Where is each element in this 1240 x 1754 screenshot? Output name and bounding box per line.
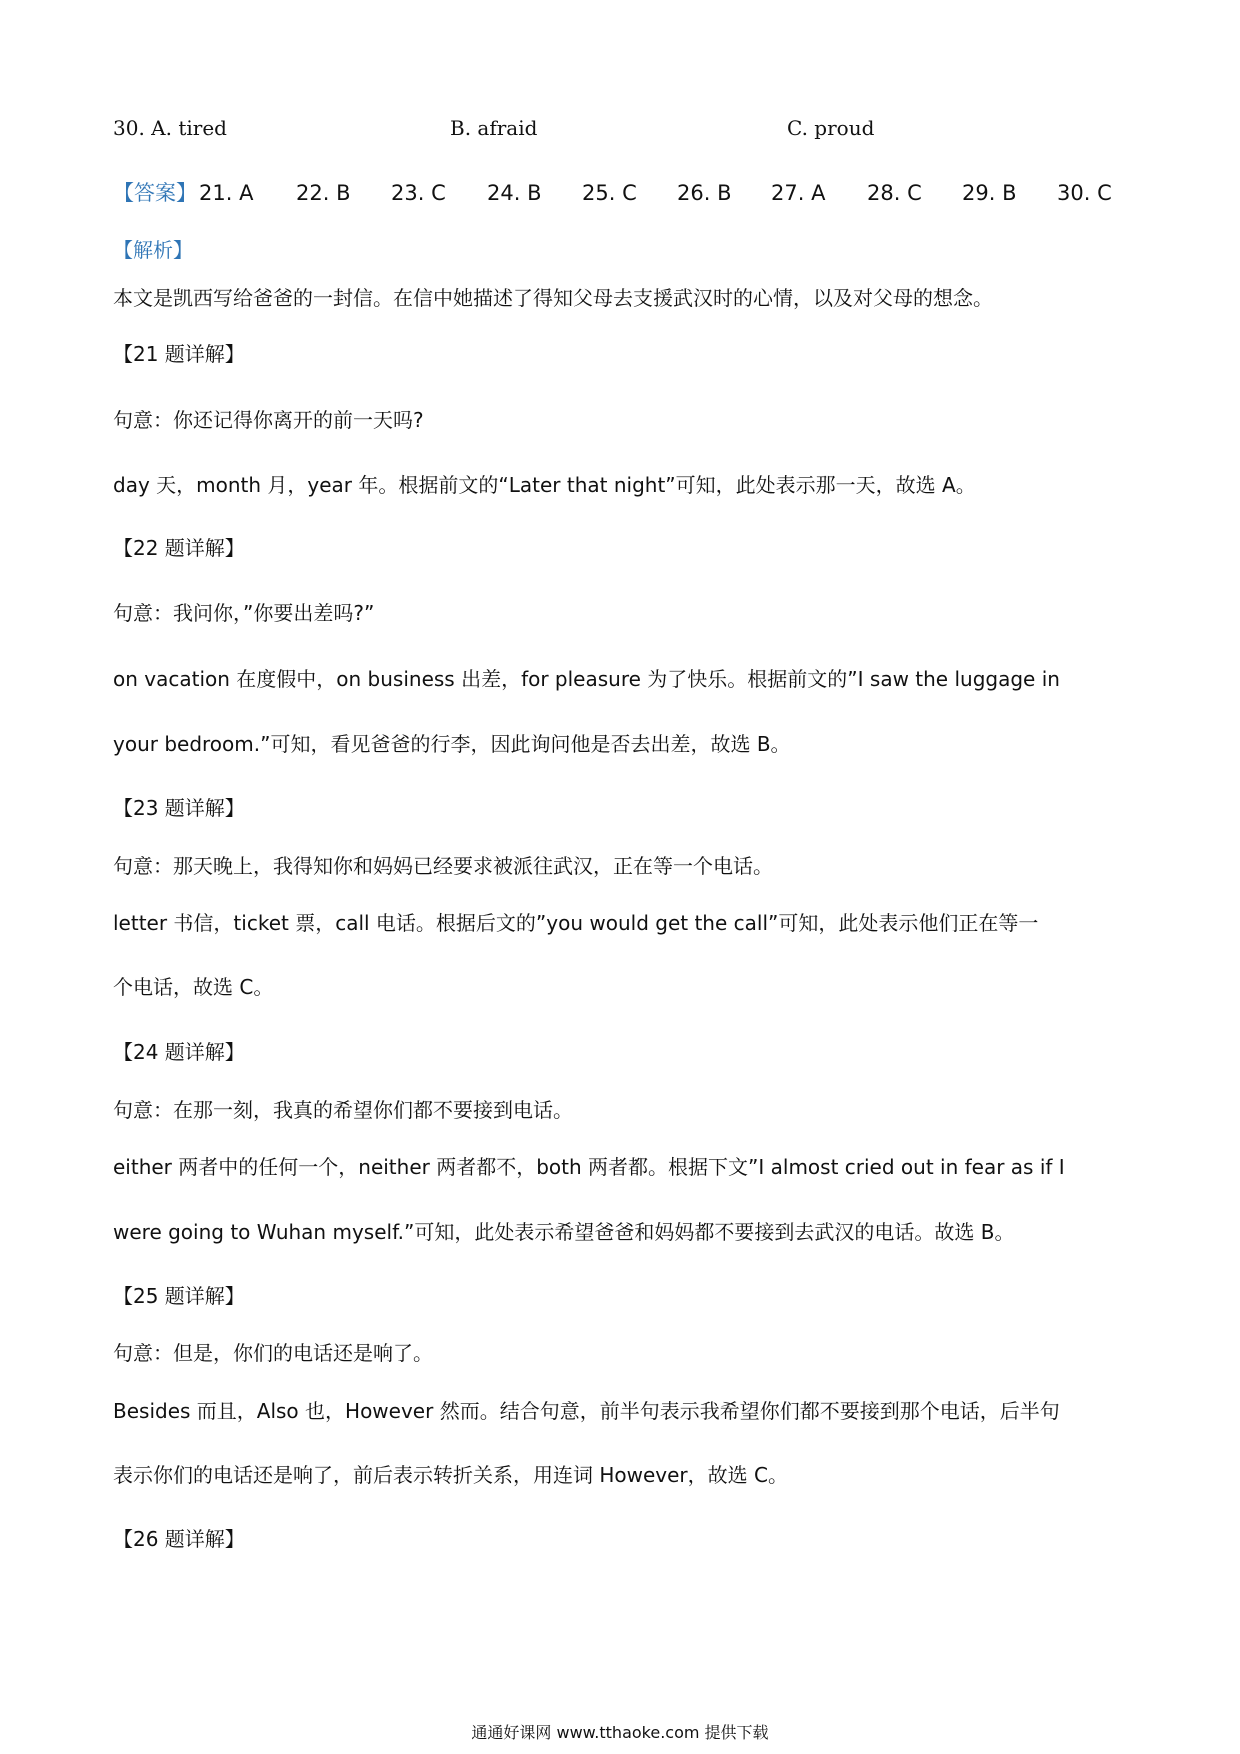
q24-sentence: 句意：在那一刻，我真的希望你们都不要接到电话。: [113, 1098, 573, 1122]
answer-item: 24. B: [487, 181, 542, 205]
q22-heading: 【22 题详解】: [113, 536, 245, 560]
q21-heading: 【21 题详解】: [113, 342, 245, 366]
q30-option-a: 30. A. tired: [113, 116, 227, 140]
q25-explanation-line-2: 表示你们的电话还是响了，前后表示转折关系，用连词 However，故选 C。: [113, 1463, 788, 1487]
q23-heading: 【23 题详解】: [113, 796, 245, 820]
q25-heading: 【25 题详解】: [113, 1284, 245, 1308]
q30-option-c: C. proud: [787, 116, 875, 140]
q23-explanation-line-1: letter 书信，ticket 票，call 电话。根据后文的”you would get the call”可知，此处表示他们正在等一: [113, 911, 1039, 935]
answer-item: 29. B: [962, 181, 1017, 205]
answer-item: 21. A: [199, 181, 254, 205]
answer-item: 30. C: [1057, 181, 1112, 205]
answer-item: 25. C: [582, 181, 637, 205]
answer-tag: 【答案】: [113, 181, 197, 205]
page-footer: 通通好课网 www.tthaoke.com 提供下载: [471, 1723, 769, 1742]
answer-item: 23. C: [391, 181, 446, 205]
q22-explanation-line-2: your bedroom.”可知，看见爸爸的行李，因此询问他是否去出差，故选 B。: [113, 732, 791, 756]
answer-item: 26. B: [677, 181, 732, 205]
q24-explanation-line-2: were going to Wuhan myself.”可知，此处表示希望爸爸和妈妈都不要接到去武汉的电话。故选 B。: [113, 1220, 1015, 1244]
answer-item: 28. C: [867, 181, 922, 205]
q25-explanation-line-1: Besides 而且，Also 也，However 然而。结合句意，前半句表示我希望你们都不要接到那个电话，后半句: [113, 1399, 1060, 1423]
q23-explanation-line-2: 个电话，故选 C。: [113, 975, 274, 999]
q23-sentence: 句意：那天晚上，我得知你和妈妈已经要求被派往武汉，正在等一个电话。: [113, 854, 773, 878]
q30-option-b: B. afraid: [450, 116, 538, 140]
q24-explanation-line-1: either 两者中的任何一个，neither 两者都不，both 两者都。根据下文”I almost cried out in fear as if I: [113, 1155, 1065, 1179]
q26-heading: 【26 题详解】: [113, 1527, 245, 1551]
q22-sentence: 句意：我问你，”你要出差吗?”: [113, 601, 375, 625]
answer-item: 22. B: [296, 181, 351, 205]
q21-explanation: day 天，month 月，year 年。根据前文的“Later that night”可知，此处表示那一天，故选 A。: [113, 473, 976, 497]
q22-explanation-line-1: on vacation 在度假中，on business 出差，for pleasure 为了快乐。根据前文的”I saw the luggage in: [113, 667, 1060, 691]
analysis-tag: 【解析】: [113, 238, 193, 262]
q24-heading: 【24 题详解】: [113, 1040, 245, 1064]
q21-sentence: 句意：你还记得你离开的前一天吗?: [113, 408, 424, 432]
analysis-summary: 本文是凯西写给爸爸的一封信。在信中她描述了得知父母去支援武汉时的心情，以及对父母的想念。: [113, 286, 993, 310]
q25-sentence: 句意：但是，你们的电话还是响了。: [113, 1341, 433, 1365]
answer-item: 27. A: [771, 181, 826, 205]
